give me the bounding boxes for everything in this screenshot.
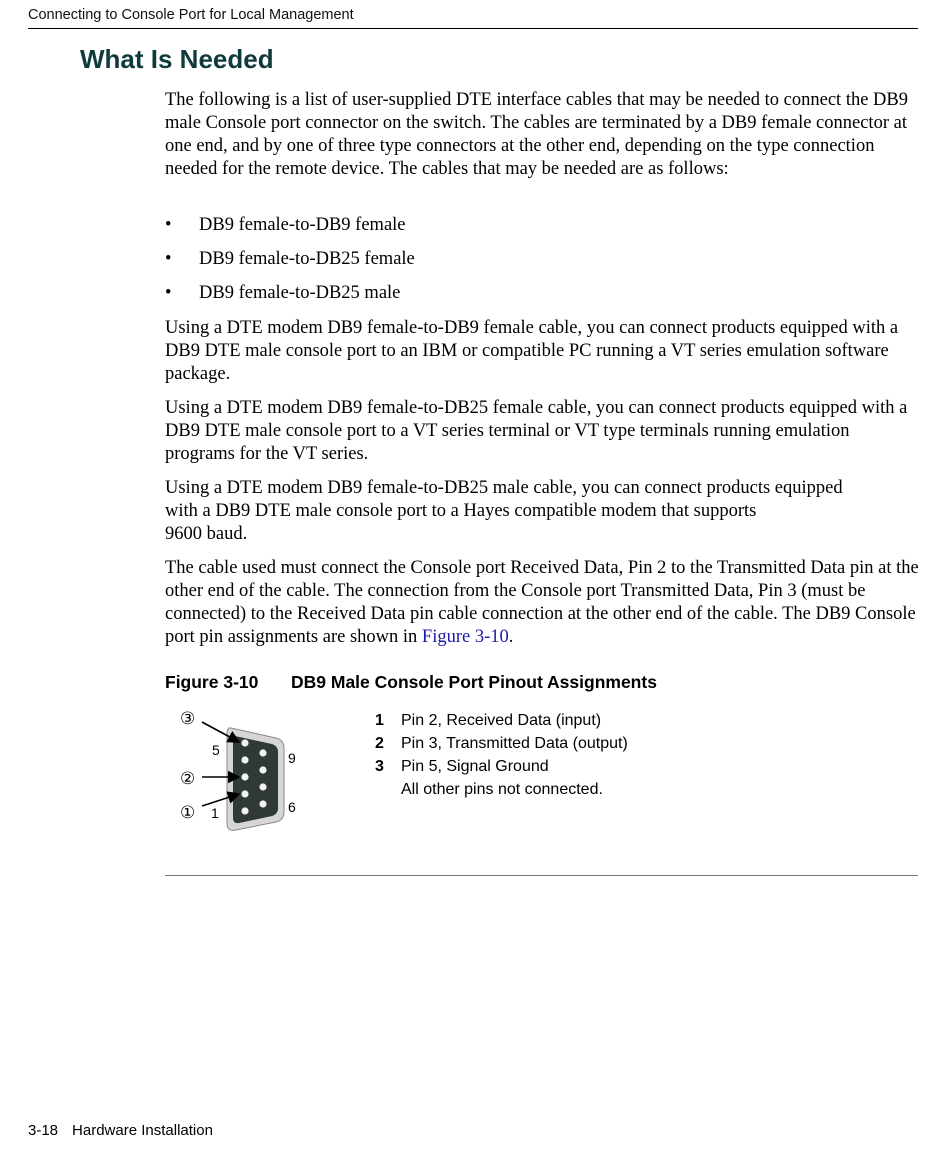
paragraph-line: with a DB9 DTE male console port to a Hayes compatible modem that supports — [165, 501, 757, 521]
callout-2: ② — [180, 769, 196, 789]
list-item-text: DB9 female-to-DB25 female — [199, 249, 415, 269]
chapter-title: Hardware Installation — [72, 1122, 213, 1139]
pin-2 — [241, 790, 248, 797]
pin-7 — [259, 783, 266, 790]
section-title: What Is Needed — [80, 44, 274, 74]
bullet-marker: • — [165, 249, 172, 269]
paragraph-db9-db25-male — [165, 477, 945, 546]
db9-connector-diagram — [165, 700, 315, 840]
pin-5 — [241, 739, 248, 746]
page-number: 3-18 — [28, 1122, 59, 1139]
figure-number: Figure 3-10 — [165, 672, 259, 692]
legend-description: Pin 5, Signal Ground — [401, 758, 549, 775]
pin-3 — [241, 773, 248, 780]
bullet-marker: • — [165, 283, 172, 303]
legend-description: Pin 3, Transmitted Data (output) — [401, 735, 628, 752]
legend-description: All other pins not connected. — [401, 781, 603, 798]
legend-number: 2 — [375, 735, 384, 752]
connector-body — [233, 736, 278, 823]
pin-label-1: 1 — [211, 805, 219, 821]
paragraph-text: The cable used must connect the Console port Received Data, Pin 2 to the Transmitted Data pin at the other end of the cable. The connection from the Console port Transmitted Data, Pin 3 (must be connected) to the Received Data pin cable connection at the other end of the cable. The DB9 Console port pin assignments are shown in — [165, 558, 919, 647]
figure-link[interactable]: Figure 3-10 — [421, 627, 509, 647]
list-item-text: DB9 female-to-DB9 female — [199, 215, 406, 235]
pin-1 — [241, 807, 248, 814]
intro-paragraph: The following is a list of user-supplied DTE interface cables that may be needed to connect the DB9 male Console port connector on the switch. The cables are terminated by a DB9 female connector at one end, and by one of three type connectors at the other end, depending on the type connection needed for the remote device. The cables that may be needed are as follows: — [165, 90, 908, 179]
header-divider — [28, 28, 918, 29]
paragraph-db9-db25-female: Using a DTE modem DB9 female-to-DB25 female cable, you can connect products equipped with a DB9 DTE male console port to a VT series terminal or VT type terminals running emulation programs for the VT series. — [165, 398, 908, 464]
legend-description: Pin 2, Received Data (input) — [401, 712, 602, 729]
callout-3: ③ — [180, 709, 196, 729]
pin-label-6: 6 — [288, 799, 296, 815]
page-footer — [28, 1122, 213, 1139]
figure-caption — [165, 672, 657, 693]
paragraph-line: 9600 baud. — [165, 524, 248, 544]
pin-6 — [259, 800, 266, 807]
db9-connector-drawing — [165, 700, 315, 835]
list-item-text: DB9 female-to-DB25 male — [199, 283, 401, 303]
bullet-marker: • — [165, 215, 172, 235]
pin-9 — [259, 749, 266, 756]
figure-title: DB9 Male Console Port Pinout Assignments — [291, 672, 657, 692]
figure-divider — [165, 875, 918, 876]
pin-8 — [259, 766, 266, 773]
pin-label-9: 9 — [288, 750, 296, 766]
pin-label-5: 5 — [212, 742, 220, 758]
legend-number: 3 — [375, 758, 384, 775]
paragraph-line: Using a DTE modem DB9 female-to-DB25 male cable, you can connect products equipped — [165, 478, 843, 498]
paragraph-end: . — [508, 627, 514, 647]
running-header: Connecting to Console Port for Local Management — [28, 7, 354, 23]
paragraph-pin-connections — [165, 557, 920, 649]
pin-4 — [241, 756, 248, 763]
legend-number: 1 — [375, 712, 384, 729]
paragraph-db9-db9: Using a DTE modem DB9 female-to-DB9 female cable, you can connect products equipped with a DB9 DTE male console port to an IBM or compatible PC running a VT series emulation software package. — [165, 318, 899, 384]
callout-1: ① — [180, 803, 196, 823]
